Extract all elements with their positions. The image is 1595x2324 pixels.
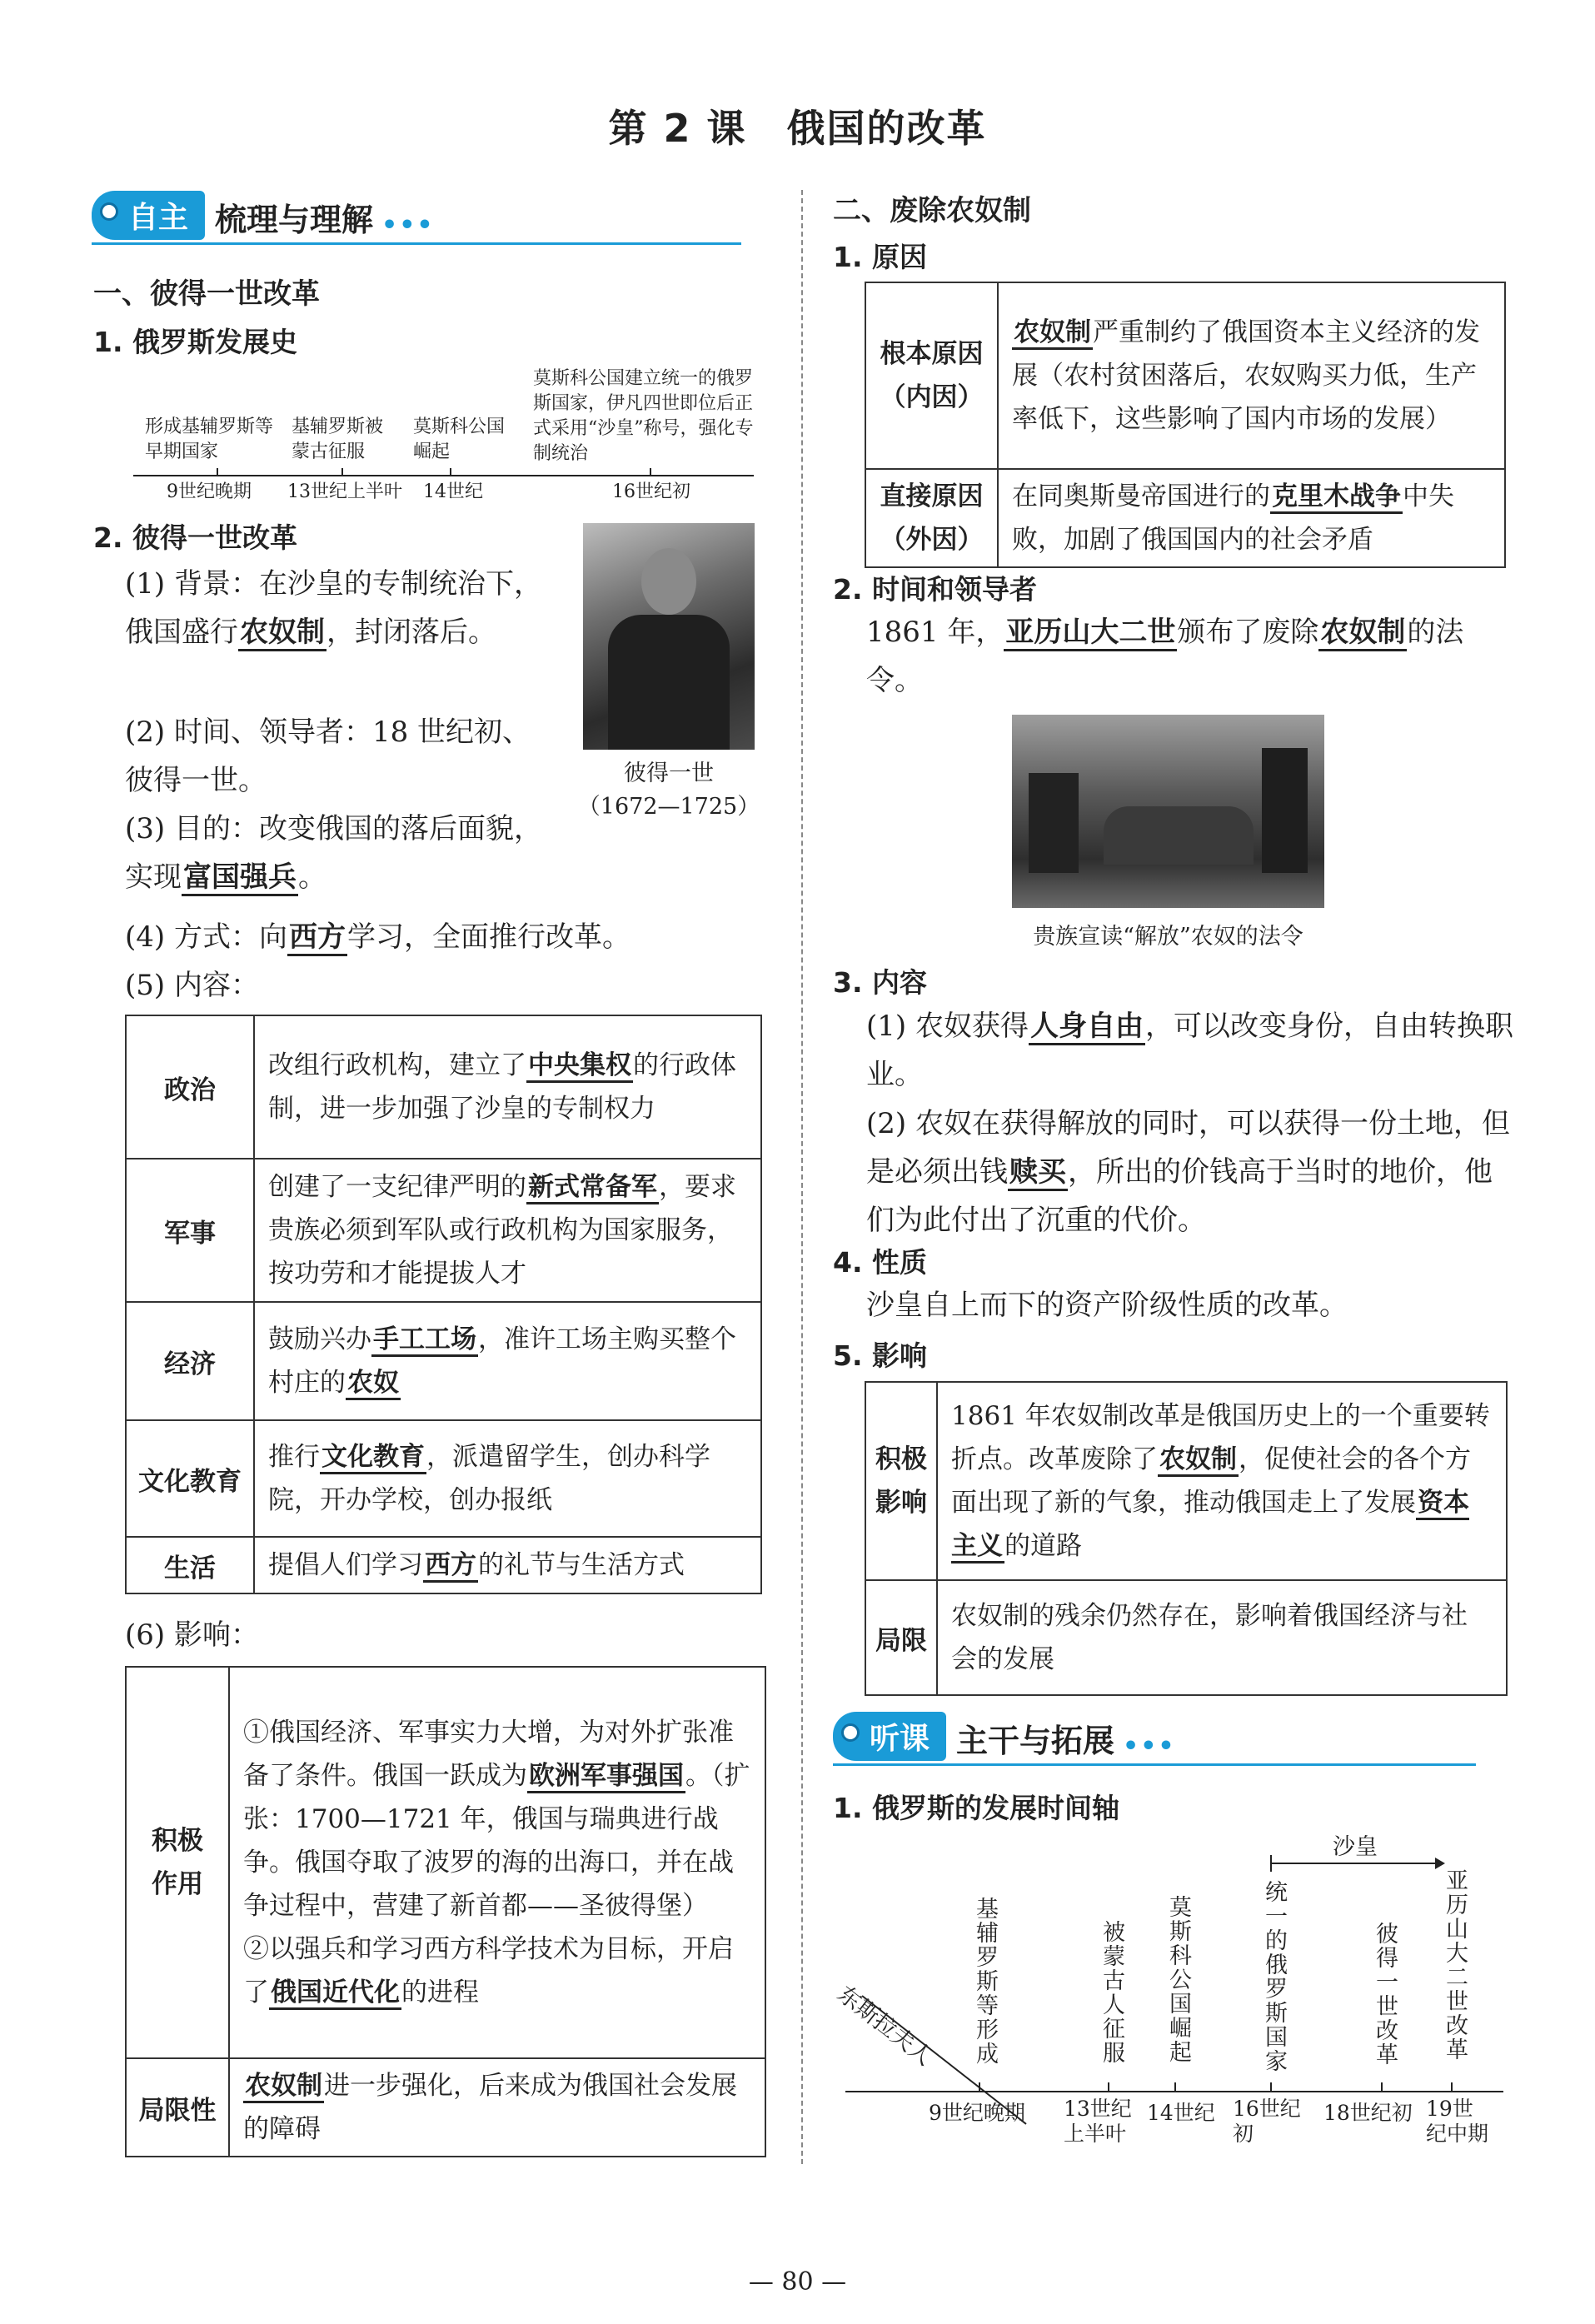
reform-content-table (125, 1015, 762, 1594)
row-label: 文化教育 (126, 1420, 254, 1537)
section-title: 主干与拓展 (956, 1723, 1115, 1759)
timeline-event: 莫斯科公国崛起 (1165, 1895, 1191, 2064)
table-row (865, 282, 1505, 469)
timeline-tick: 9世纪晚期 (929, 2101, 1025, 2125)
table-row (126, 1667, 765, 2058)
table-row (865, 1382, 1507, 1580)
section-header-lecture (833, 1714, 1476, 1761)
timeline-tick: 9世纪晚期 (167, 481, 252, 502)
table-row (865, 469, 1505, 567)
keyword: 西方 (287, 920, 347, 956)
row-text: 推行文化教育，派遣留学生，创办科学院，开办学校，创办报纸 (254, 1420, 761, 1537)
section2-title: 二、废除农奴制 (833, 194, 1031, 227)
row-label: 政治 (126, 1015, 254, 1159)
table-row (126, 1015, 761, 1159)
row-text: 鼓励兴办手工工场，准许工场主购买整个村庄的农奴 (254, 1302, 761, 1420)
timeline-russia (832, 1828, 1512, 2162)
row-label: 积极作用 (126, 1667, 229, 2058)
subtitle-peter-reform: 2. 彼得一世改革 (93, 521, 297, 554)
timeline-tick: 19世纪中期 (1426, 2097, 1489, 2146)
section-tag: 听课 (833, 1712, 946, 1761)
timeline-tick: 13世纪上半叶 (287, 481, 402, 502)
section-dots: ••• (1123, 1732, 1176, 1761)
row-label: 根本原因 （内因） (865, 282, 998, 469)
keyword: 农奴制 (238, 616, 326, 651)
row-label: 局限性 (126, 2058, 229, 2157)
portrait-caption-name: 彼得一世 (624, 761, 714, 786)
impact-table (125, 1666, 766, 2157)
column-divider (801, 190, 803, 2164)
row-label: 积极 影响 (865, 1382, 937, 1580)
content-item-2: (2) 农奴在获得解放的同时，可以获得一份土地，但是必须出钱赎买，所出的价钱高于当时的地价，他们为此付出了沉重的代价。 (866, 1107, 1510, 1237)
row-text: 农奴制进一步强化，后来成为俄国社会发展的障碍 (229, 2058, 765, 2157)
table-row (126, 1159, 761, 1302)
row-text: 农奴制的残余仍然存在，影响着俄国经济与社会的发展 (937, 1580, 1507, 1695)
aim-text: (3) 目的：改变俄国的落后面貌，实现富国强兵。 (125, 805, 550, 901)
leader-text: 1861 年，亚历山大二世颁布了废除农奴制的法令。 (866, 616, 1464, 697)
timeline-event: 莫斯科公国崛起 (413, 416, 506, 462)
table-row (126, 2058, 765, 2157)
timeline-event: 被蒙古人征服 (1099, 1920, 1124, 2065)
row-text: 提倡人们学习西方的礼节与生活方式 (254, 1537, 761, 1593)
row-label: 局限 (865, 1580, 937, 1695)
timeline-event: 基辅罗斯被蒙古征服 (292, 416, 384, 462)
tag-dot-icon (100, 202, 118, 221)
section-dots: ••• (381, 211, 435, 240)
timeline-history (133, 367, 758, 508)
section-header-self-study (92, 193, 741, 240)
content-item-1: (1) 农奴获得人身自由，可以改变身份，自由转换职业。 (866, 1010, 1513, 1091)
timeline-tick: 14世纪 (1147, 2101, 1215, 2125)
row-text: ①俄国经济、军事实力大增，为对外扩张准备了条件。俄国一跃成为欧洲军事强国。（扩张：1700—1721 年，俄国与瑞典进行战争。俄国夺取了波罗的海的出海口，并在战争过程中，营建了新首都——圣彼得堡） ②以强兵和学习西方科学技术为目标，开启了俄国近代化的进程 (229, 1667, 765, 2058)
timeline-event: 彼得一世改革 (1372, 1922, 1398, 2067)
table-row (126, 1537, 761, 1593)
timeline-event: 形成基辅罗斯等早期国家 (145, 416, 274, 462)
timeline-tick: 16世纪初 (1233, 2097, 1301, 2146)
effect-title: 5. 影响 (833, 1339, 927, 1372)
timeline-tick: 16世纪初 (612, 481, 690, 502)
timeline-tick: 13世纪上半叶 (1064, 2097, 1132, 2146)
row-label: 生活 (126, 1537, 254, 1593)
subtitle-history: 1. 俄罗斯发展史 (93, 326, 297, 358)
section-tag: 自主 (92, 191, 205, 240)
row-label: 经济 (126, 1302, 254, 1420)
east-slavs-label: 东斯拉夫人 (832, 1981, 938, 2072)
row-text: 1861 年农奴制改革是俄国历史上的一个重要转折点。改革废除了农奴制，促使社会的各个方面出现了新的气象，推动俄国走上了发展资本主义的道路 (937, 1382, 1507, 1580)
impact-label: (6) 影响： (125, 1618, 259, 1652)
cause-table (865, 282, 1506, 568)
page-number: — 80 — (748, 2267, 847, 2297)
illustration-caption: 贵族宣读“解放”农奴的法令 (1033, 924, 1303, 950)
content-label: (5) 内容： (125, 969, 259, 1002)
timeline-tick: 18世纪初 (1323, 2101, 1413, 2125)
nature-text: 沙皇自上而下的资产阶级性质的改革。 (866, 1289, 1348, 1322)
effect-table (865, 1381, 1508, 1696)
timeline-tick: 14世纪 (423, 481, 483, 502)
table-row (865, 1580, 1507, 1695)
row-label: 直接原因 （外因） (865, 469, 998, 567)
row-text: 农奴制严重制约了俄国资本主义经济的发展（农村贫困落后，农奴购买力低，生产率低下，这些影响了国内市场的发展） (998, 282, 1505, 469)
table-row (126, 1302, 761, 1420)
timeline-event: 亚历山大二世改革 (1442, 1868, 1468, 2062)
emancipation-illustration (1012, 715, 1324, 908)
nature-title: 4. 性质 (833, 1246, 927, 1279)
row-text: 创建了一支纪律严明的新式常备军，要求贵族必须到军队或行政机构为国家服务，按功劳和才能提拔人才 (254, 1159, 761, 1302)
tag-dot-icon (841, 1723, 860, 1742)
page-title: 第 2 课 俄国的改革 (608, 106, 987, 151)
table-row (126, 1420, 761, 1537)
tsar-label: 沙皇 (1333, 1834, 1378, 1860)
method-text: (4) 方式：向西方学习，全面推行改革。 (125, 913, 758, 961)
timeline2-title: 1. 俄罗斯的发展时间轴 (833, 1792, 1119, 1824)
row-label: 军事 (126, 1159, 254, 1302)
portrait-caption-years: （1672—1725） (577, 794, 760, 820)
timeline-event: 统一的俄罗斯国家 (1261, 1880, 1287, 2073)
keyword: 富国强兵 (182, 860, 298, 896)
row-text: 改组行政机构，建立了中央集权的行政体制，进一步加强了沙皇的专制权力 (254, 1015, 761, 1159)
row-text: 在同奥斯曼帝国进行的克里木战争中失败，加剧了俄国国内的社会矛盾 (998, 469, 1505, 567)
content2-title: 3. 内容 (833, 966, 927, 999)
section-title: 梳理与理解 (215, 202, 374, 238)
section1-title: 一、彼得一世改革 (93, 277, 320, 311)
timeline-event: 莫斯科公国建立统一的俄罗斯国家，伊凡四世即位后正式采用“沙皇”称号，强化专制统治 (533, 368, 754, 464)
background-text: (1) 背景：在沙皇的专制统治下，俄国盛行农奴制，封闭落后。 (125, 560, 550, 656)
time-text: (2) 时间、领导者：18 世纪初、彼得一世。 (125, 716, 531, 797)
leader-title: 2. 时间和领导者 (833, 573, 1037, 606)
peter-portrait-image (583, 523, 755, 750)
cause-title: 1. 原因 (833, 241, 927, 273)
timeline-event: 基辅罗斯等形成 (972, 1897, 998, 2066)
